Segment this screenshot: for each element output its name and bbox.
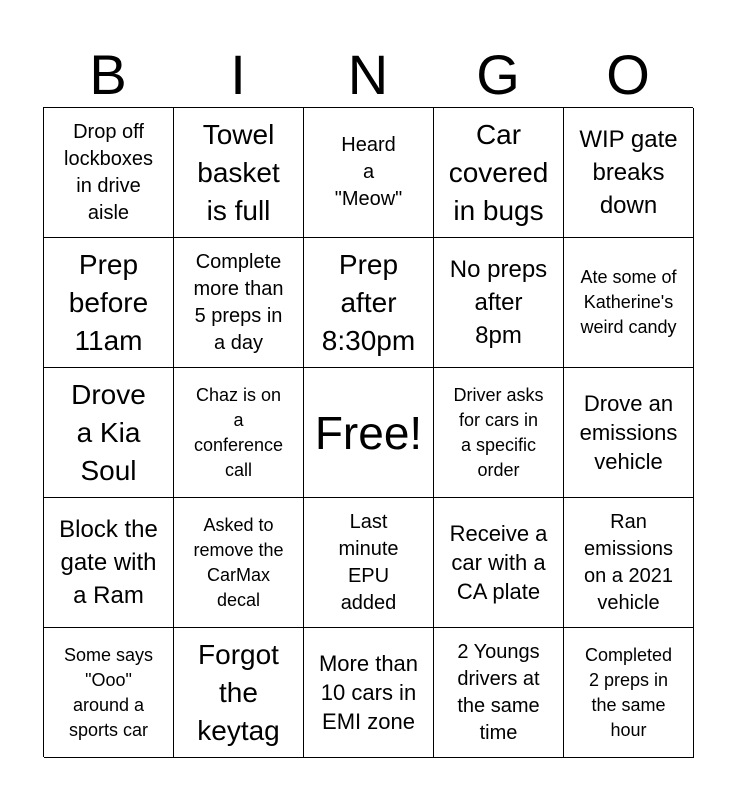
bingo-cell[interactable]: Asked to remove the CarMax decal bbox=[174, 498, 304, 628]
bingo-cell[interactable]: Drop off lockboxes in drive aisle bbox=[44, 108, 174, 238]
bingo-cell[interactable]: Ran emissions on a 2021 vehicle bbox=[564, 498, 694, 628]
header-letter-o: O bbox=[606, 43, 650, 106]
header-letter-b: B bbox=[89, 43, 127, 106]
bingo-cell[interactable]: Complete more than 5 preps in a day bbox=[174, 238, 304, 368]
bingo-cell[interactable]: Block the gate with a Ram bbox=[44, 498, 174, 628]
header-letter-i: I bbox=[230, 43, 246, 106]
header-letter-g: G bbox=[476, 43, 520, 106]
bingo-cell[interactable]: Heard a "Meow" bbox=[304, 108, 434, 238]
header-letter-n: N bbox=[347, 43, 389, 106]
bingo-header bbox=[43, 42, 693, 108]
free-space-cell[interactable]: Free! bbox=[304, 368, 434, 498]
bingo-cell[interactable]: Drove an emissions vehicle bbox=[564, 368, 694, 498]
bingo-cell[interactable]: Driver asks for cars in a specific order bbox=[434, 368, 564, 498]
bingo-cell[interactable]: Ate some of Katherine's weird candy bbox=[564, 238, 694, 368]
bingo-cell[interactable]: Some says "Ooo" around a sports car bbox=[44, 628, 174, 758]
bingo-cell[interactable]: No preps after 8pm bbox=[434, 238, 564, 368]
bingo-cell[interactable]: 2 Youngs drivers at the same time bbox=[434, 628, 564, 758]
bingo-cell[interactable]: WIP gate breaks down bbox=[564, 108, 694, 238]
bingo-cell[interactable]: Receive a car with a CA plate bbox=[434, 498, 564, 628]
bingo-cell[interactable]: Drove a Kia Soul bbox=[44, 368, 174, 498]
bingo-cell[interactable]: Chaz is on a conference call bbox=[174, 368, 304, 498]
bingo-cell[interactable]: More than 10 cars in EMI zone bbox=[304, 628, 434, 758]
bingo-card-grid bbox=[43, 107, 693, 757]
bingo-cell[interactable]: Prep after 8:30pm bbox=[304, 238, 434, 368]
bingo-cell[interactable]: Car covered in bugs bbox=[434, 108, 564, 238]
bingo-cell[interactable]: Forgot the keytag bbox=[174, 628, 304, 758]
bingo-cell[interactable]: Prep before 11am bbox=[44, 238, 174, 368]
bingo-cell[interactable]: Completed 2 preps in the same hour bbox=[564, 628, 694, 758]
bingo-cell[interactable]: Towel basket is full bbox=[174, 108, 304, 238]
bingo-cell[interactable]: Last minute EPU added bbox=[304, 498, 434, 628]
